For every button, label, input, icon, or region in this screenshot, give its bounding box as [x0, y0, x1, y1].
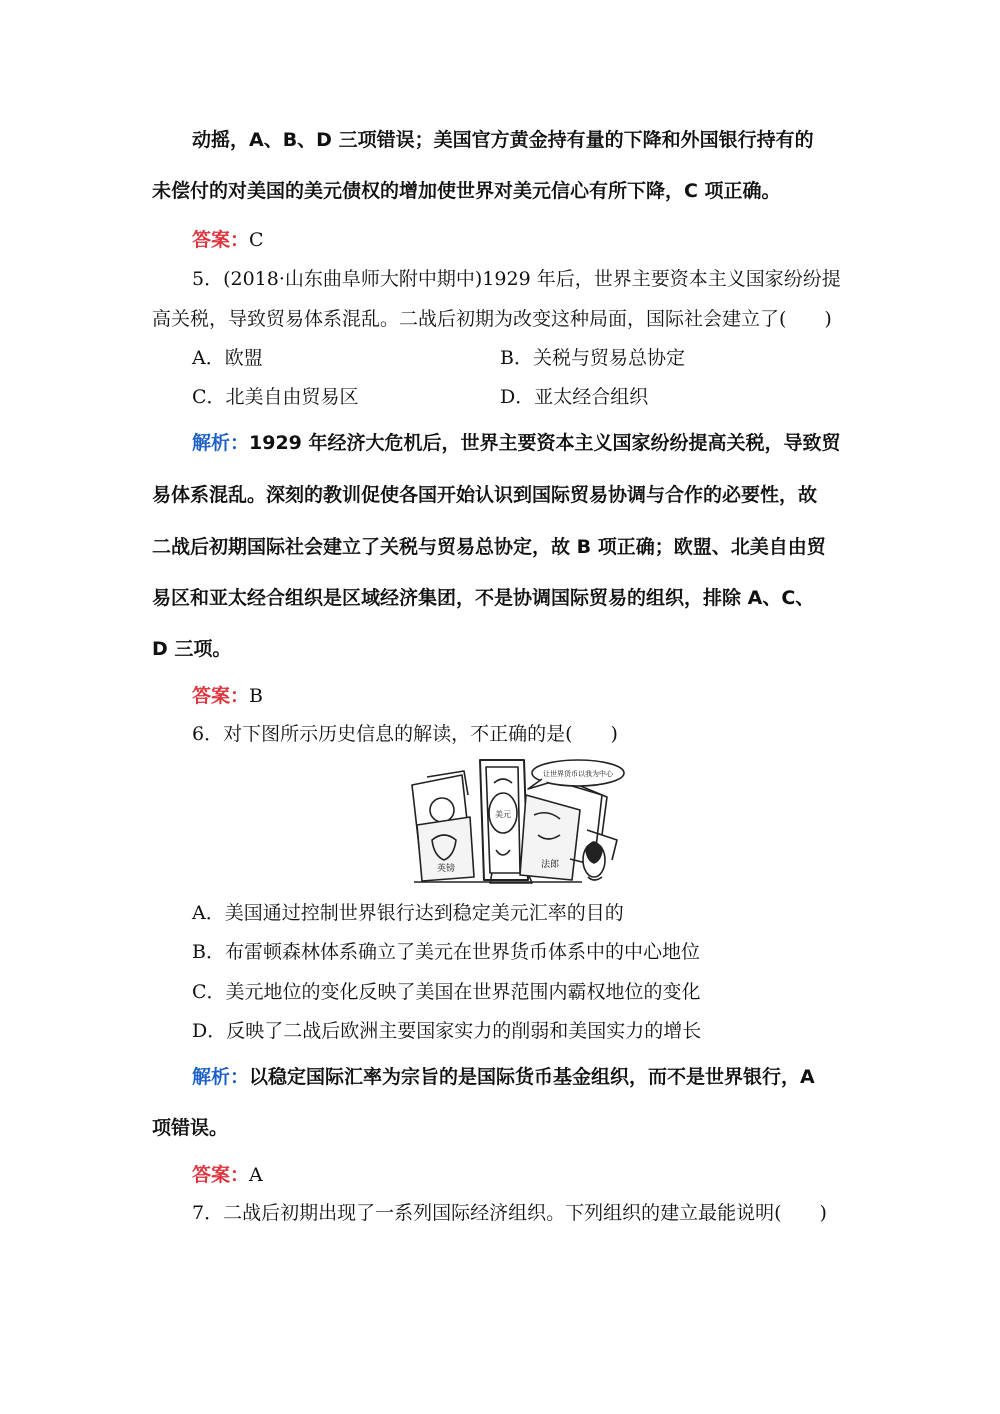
analysis-text: 1929 年经济大危机后，世界主要资本主义国家纷纷提高关税，导致贸 [249, 432, 841, 454]
answer-value: B [249, 685, 263, 707]
question-6-cartoon [402, 755, 632, 890]
question-5-options-row-2 [192, 385, 812, 409]
question-5-analysis-line-2: 易体系混乱。深刻的教训促使各国开始认识到国际贸易协调与合作的必要性，故 [152, 484, 818, 506]
answer-line-q4 [192, 228, 264, 252]
answer-label: 答案： [192, 229, 250, 251]
dollar-label: 美元 [495, 810, 511, 819]
analysis-label: 解析： [192, 432, 250, 454]
question-5-analysis-line-1 [192, 431, 841, 455]
question-6-option-b: B．布雷顿森林体系确立了美元在世界货币体系中的中心地位 [192, 941, 700, 963]
analysis-continuation-line-2: 未偿付的对美国的美元债权的增加使世界对美元信心有所下降，C 项正确。 [152, 180, 781, 202]
question-5-options-row-1 [192, 346, 812, 370]
question-5-stem-line-1: 5．(2018·山东曲阜师大附中期中)1929 年后，世界主要资本主义国家纷纷提 [192, 268, 841, 290]
question-6-option-d: D．反映了二战后欧洲主要国家实力的削弱和美国实力的增长 [192, 1020, 702, 1042]
question-5-analysis-line-5: D 三项。 [152, 638, 232, 660]
question-6-option-c: C．美元地位的变化反映了美国在世界范围内霸权地位的变化 [192, 981, 701, 1003]
analysis-continuation-line-1: 动摇，A、B、D 三项错误；美国官方黄金持有量的下降和外国银行持有的 [192, 129, 814, 151]
answer-value: A [249, 1164, 263, 1186]
question-5-analysis-line-3: 二战后初期国际社会建立了关税与贸易总协定，故 B 项正确；欧盟、北美自由贸 [152, 536, 826, 558]
analysis-text: 以稳定国际汇率为宗旨的是国际货币基金组织，而不是世界银行，A [249, 1066, 815, 1088]
question-6-analysis-line-2: 项错误。 [152, 1117, 229, 1139]
answer-line-q6 [192, 1163, 263, 1187]
analysis-label: 解析： [192, 1066, 250, 1088]
franc-label: 法郎 [540, 860, 560, 870]
question-5-option-d: D．亚太经合组织 [500, 386, 649, 408]
question-6-stem: 6．对下图所示历史信息的解读，不正确的是( ) [192, 723, 618, 745]
answer-label: 答案： [192, 1164, 250, 1186]
speech-text: 让世界货币以我为中心 [543, 770, 613, 778]
answer-value: C [249, 229, 264, 251]
question-5-option-c: C．北美自由贸易区 [192, 386, 359, 408]
pound-label: 英镑 [436, 864, 456, 874]
answer-line-q5 [192, 684, 263, 708]
question-5-option-b: B．关税与贸易总协定 [500, 347, 685, 369]
question-6-option-a: A．美国通过控制世界银行达到稳定美元汇率的目的 [192, 902, 624, 924]
question-7-stem: 7．二战后初期出现了一系列国际经济组织。下列组织的建立最能说明( ) [192, 1202, 827, 1224]
question-5-analysis-line-4: 易区和亚太经合组织是区域经济集团，不是协调国际贸易的组织，排除 A、C、 [152, 587, 815, 609]
question-5-stem-line-2: 高关税，导致贸易体系混乱。二战后初期为改变这种局面，国际社会建立了( ) [152, 308, 832, 330]
answer-label: 答案： [192, 685, 250, 707]
question-5-option-a: A．欧盟 [192, 347, 263, 369]
question-6-analysis-line-1 [192, 1065, 815, 1089]
